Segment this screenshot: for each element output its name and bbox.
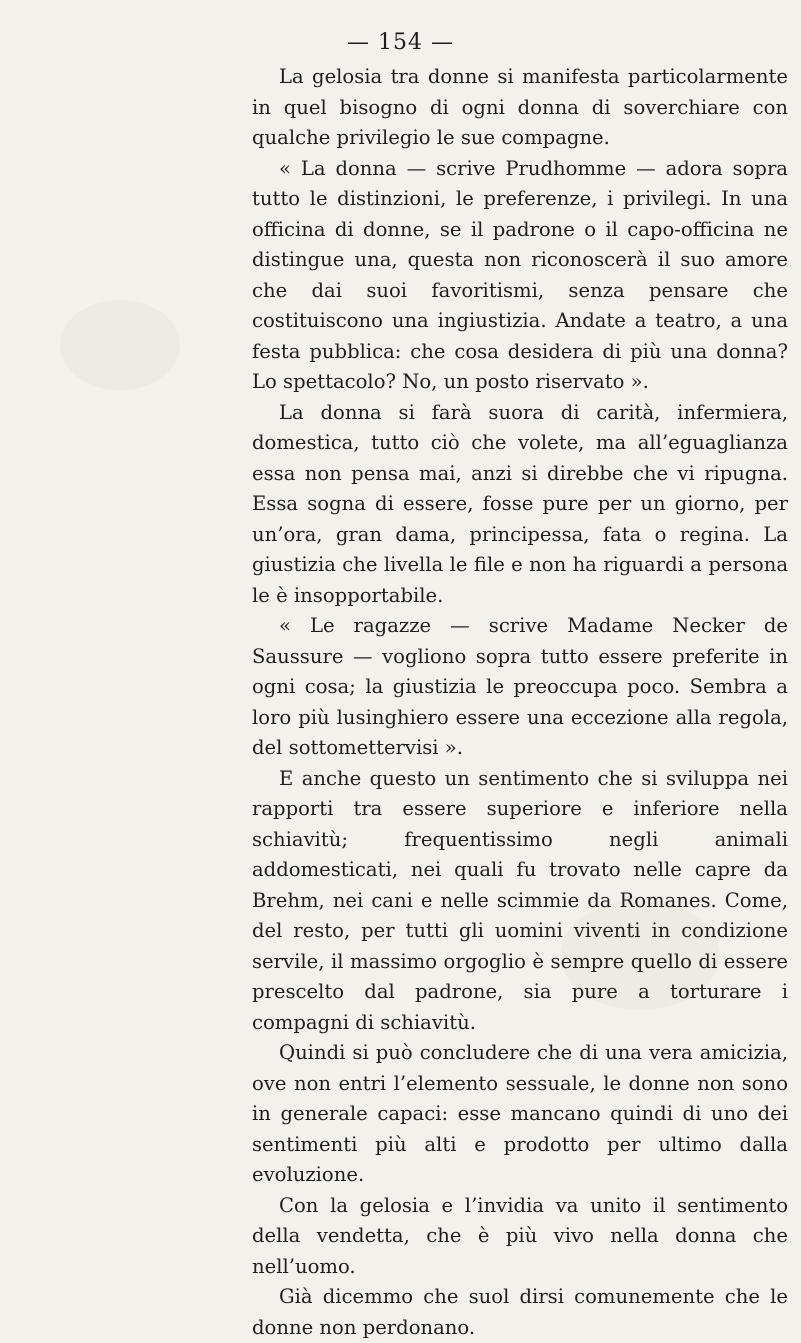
- paragraph: La gelosia tra donne si manifesta particolarmente in quel bisogno di ogni donna di soverchiare con qualche privilegio le sue compagne.: [252, 65, 788, 149]
- paragraph: « Le ragazze — scrive Madame Necker de Saussure — vogliono sopra tutto essere preferite in ogni cosa; la giustizia le preoccupa poco. Sembra a loro più lusinghiero essere una eccezione alla regola, del sottomettervisi ».: [252, 614, 788, 759]
- paper-stain: [60, 300, 180, 390]
- paragraph: « La donna — scrive Prudhomme — adora sopra tutto le distinzioni, le preferenze, i privilegi. In una officina di donne, se il padrone o il capo-officina ne distingue una, questa non riconoscerà il suo amore che dai suoi favoritismi, senza pensare che costituiscono una ingiustizia. Andate a teatro, a una festa pubblica: che cosa desidera di più una donna? Lo spettacolo? No, un posto riservato ».: [252, 156, 788, 393]
- paragraph: La donna si farà suora di carità, infermiera, domestica, tutto ciò che volete, ma all’eguaglianza essa non pensa mai, anzi si direbbe che vi ripugna. Essa sogna di essere, fosse pure per un giorno, per un’ora, gran dama, principessa, fata o regina. La giustizia che livella le file e non ha riguardi a persona le è insopportabile.: [252, 400, 788, 607]
- paragraph: E anche questo un sentimento che si sviluppa nei rapporti tra essere superiore e inferiore nella schiavitù; frequentissimo negli animali addomesticati, nei quali fu trovato nelle capre da Brehm, nei cani e nelle scimmie da Romanes. Come, del resto, per tutti gli uomini viventi in condizione servile, il massimo orgoglio è sempre quello di essere prescelto dal padrone, sia pure a torturare i compagni di schiavitù.: [252, 766, 788, 1034]
- paragraph: Con la gelosia e l’invidia va unito il sentimento della vendetta, che è più vivo nella donna che nell’uomo.: [252, 1193, 788, 1278]
- paragraph: Già dicemmo che suol dirsi comunemente che le donne non perdonano.: [252, 1285, 788, 1339]
- page-number: — 154 —: [347, 30, 454, 55]
- body-text: [252, 62, 788, 1339]
- paragraph: Quindi si può concludere che di una vera amicizia, ove non entri l’elemento sessuale, le donne non sono in generale capaci: esse mancano quindi di uno dei sentimenti più alti e prodotto per ultimo dalla evoluzione.: [252, 1041, 788, 1186]
